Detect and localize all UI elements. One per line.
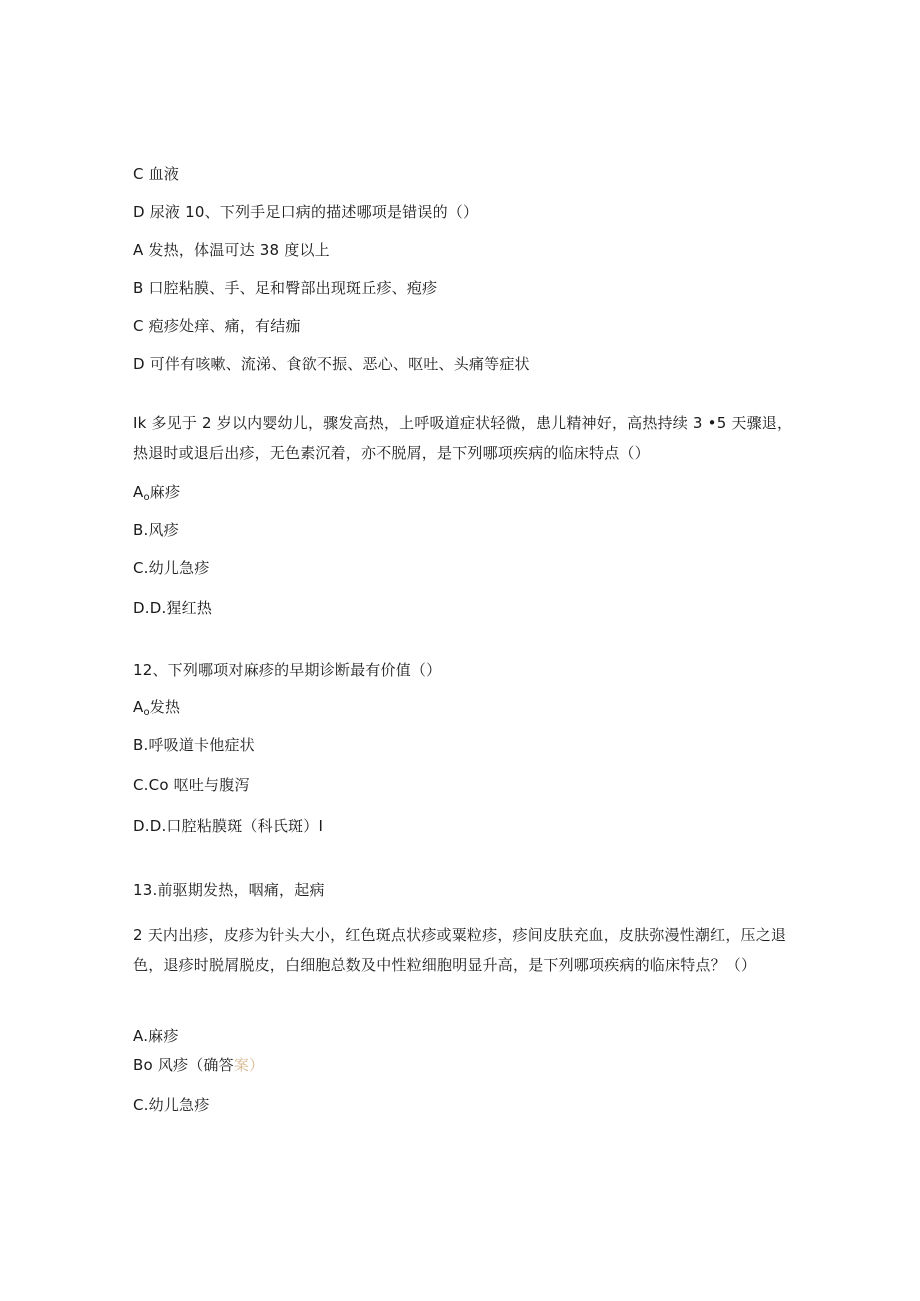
- q12-option-c: C.Co 呕吐与腹泻: [133, 776, 250, 794]
- q10-option-b: B 口腔粘膜、手、足和臀部出现斑丘疹、疱疹: [133, 279, 438, 297]
- question-13-continued: 2 天内出疹，皮疹为针头大小，红色斑点状疹或粟粒疹，疹间皮肤充血，皮肤弥漫性潮红，压之退色，退疹时脱屑脱皮，白细胞总数及中性粒细胞明显升高，是下列哪项疾病的临床特点？（）: [133, 926, 787, 974]
- question-13: 13.前驱期发热，咽痛，起病: [133, 881, 325, 899]
- q11-option-b: B.风疹: [133, 521, 179, 539]
- question-11: Ik 多见于 2 岁以内婴幼儿，骤发高热，上呼吸道症状轻微，患儿精神好，高热持续 3 •5 天骤退，热退时或退后出疹，无色素沉着，亦不脱屑，是下列哪项疾病的临床特点（）: [133, 414, 793, 462]
- option-b-text: Bo 风疹（确答: [133, 1056, 234, 1074]
- option-text: 发热: [149, 698, 181, 716]
- option-text: 麻疹: [149, 483, 181, 501]
- option-letter: A: [133, 483, 144, 501]
- q11-option-d: D.D.猩红热: [133, 599, 213, 617]
- option-subscript: o: [143, 492, 150, 503]
- q10-option-a: A 发热，体温可达 38 度以上: [133, 241, 330, 259]
- q13-option-a: A.麻疹: [133, 1027, 179, 1045]
- option-subscript: o: [143, 707, 150, 718]
- q12-option-d: D.D.口腔粘膜斑（科氏斑）I: [133, 817, 324, 835]
- q11-option-a: [133, 482, 180, 508]
- question-12: 12、下列哪项对麻疹的早期诊断最有价值（）: [133, 661, 442, 679]
- q13-option-b: [133, 1055, 264, 1075]
- option-d-urine-question-10: D 尿液 10、下列手足口病的描述哪项是错误的（）: [133, 203, 479, 221]
- q12-option-a: [133, 697, 180, 723]
- option-b-faded-text: 案）: [233, 1056, 265, 1074]
- q11-option-c: C.幼儿急疹: [133, 559, 210, 577]
- q10-option-c: C 疱疹处痒、痛，有结痂: [133, 317, 301, 335]
- option-letter: A: [133, 698, 144, 716]
- option-c-blood: C 血液: [133, 165, 180, 183]
- q12-option-b: B.呼吸道卡他症状: [133, 736, 255, 754]
- q13-option-c: C.幼儿急疹: [133, 1096, 210, 1114]
- q10-option-d: D 可伴有咳嗽、流涕、食欲不振、恶心、呕吐、头痛等症状: [133, 355, 530, 373]
